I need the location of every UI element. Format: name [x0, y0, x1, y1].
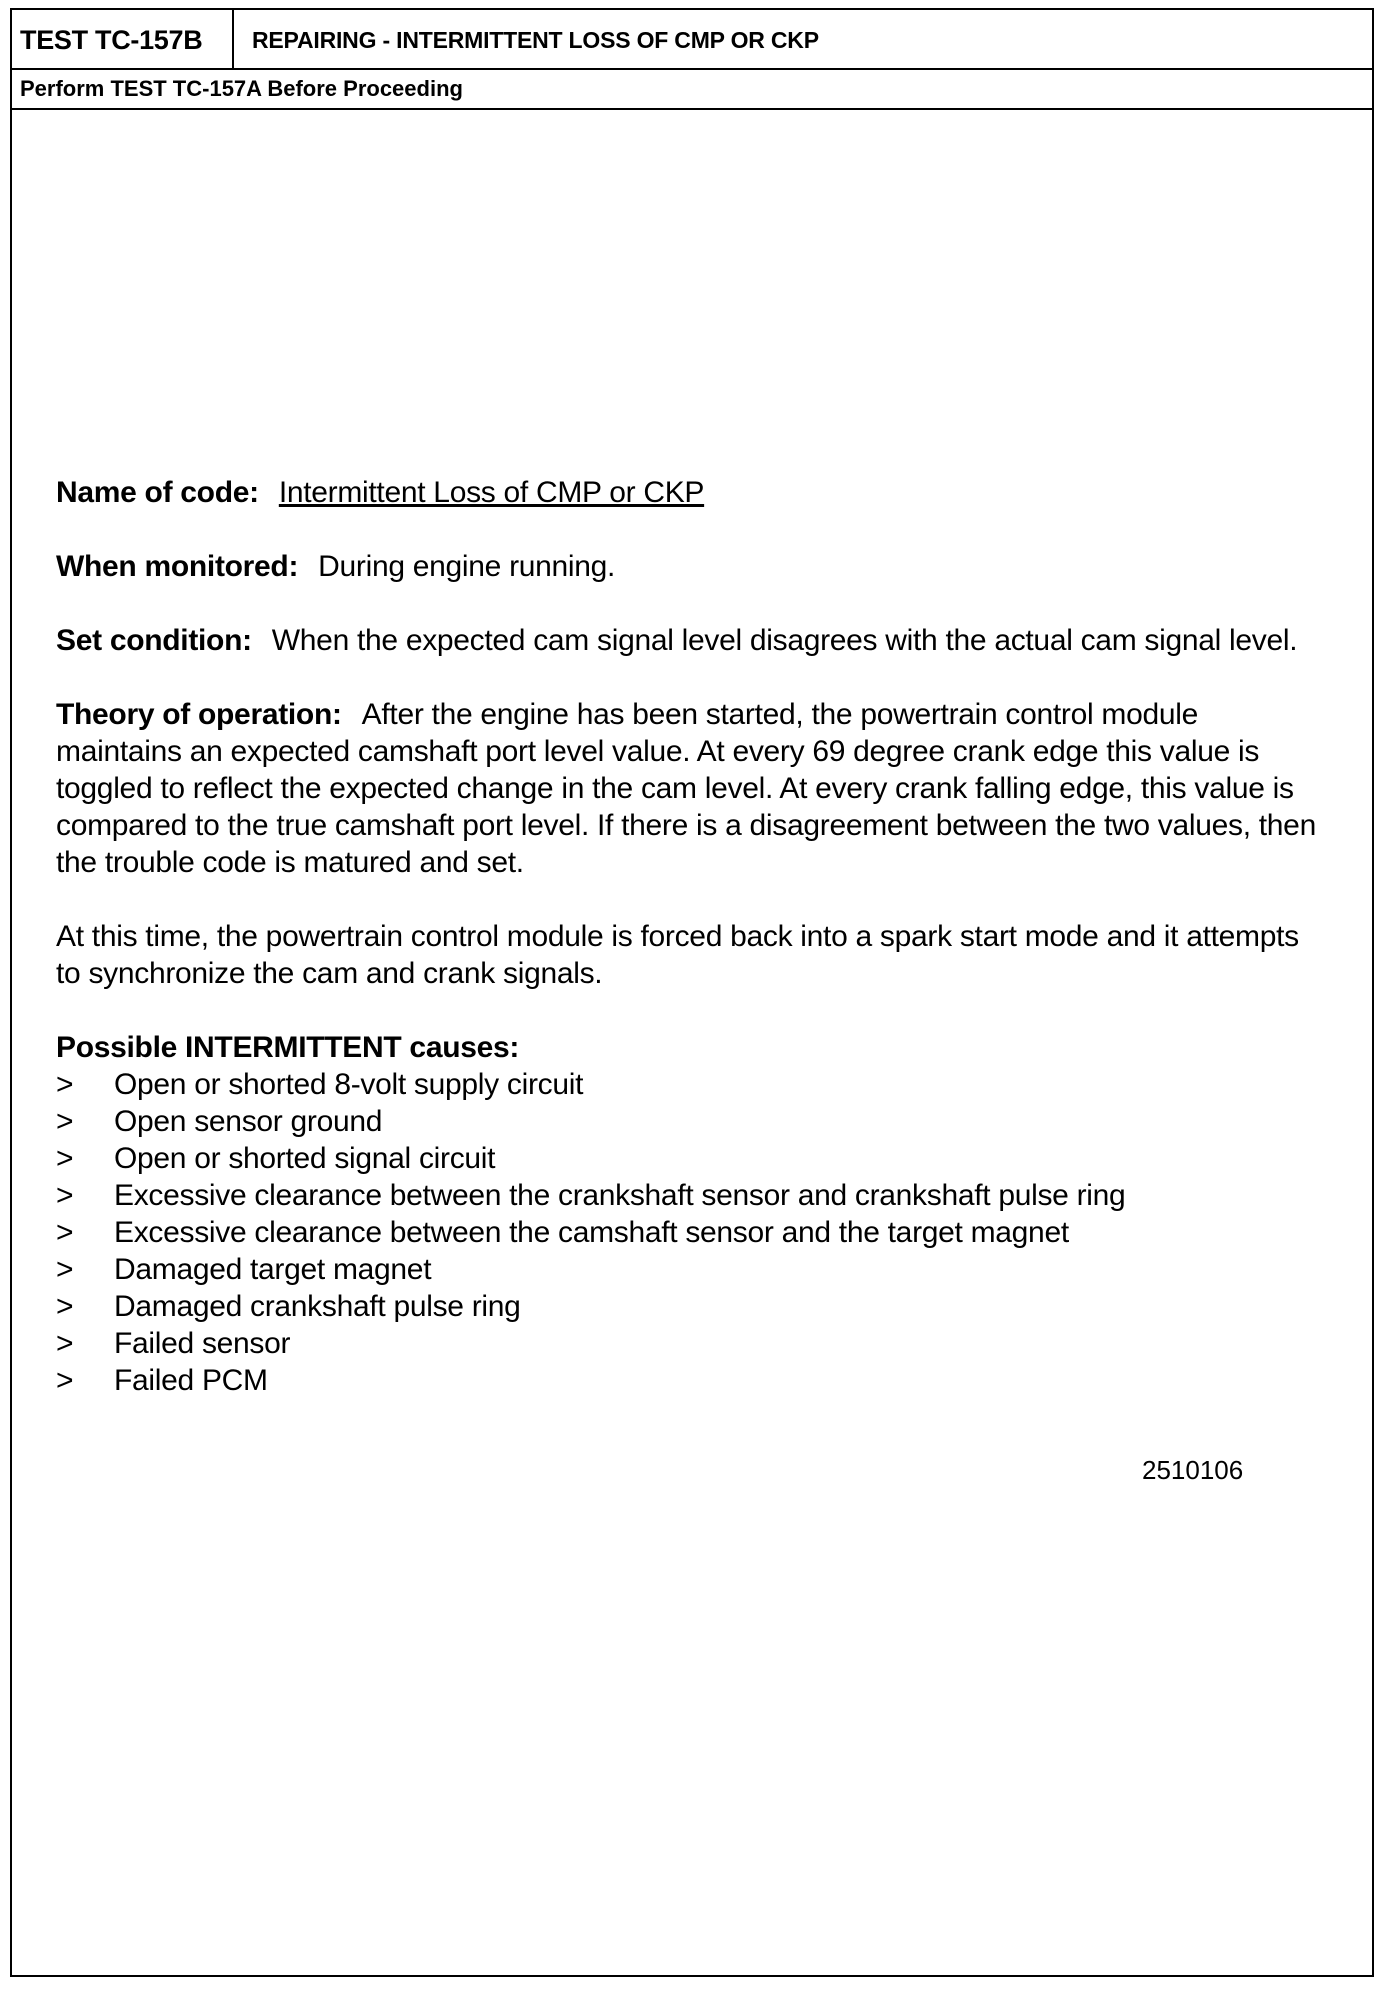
bullet-arrow: > [56, 1290, 74, 1323]
cause-text: Excessive clearance between the camshaft sensor and the target magnet [114, 1216, 1069, 1249]
cause-item [56, 1288, 1316, 1325]
when-monitored-field [56, 548, 1316, 585]
cause-text: Open or shorted 8-volt supply circuit [114, 1068, 584, 1101]
name-of-code-label: Name of code: [56, 476, 259, 509]
bullet-arrow: > [56, 1179, 74, 1212]
bullet-arrow: > [56, 1142, 74, 1175]
bullet-arrow: > [56, 1327, 74, 1360]
prerequisite-text: Perform TEST TC-157A Before Proceeding [20, 76, 463, 101]
cause-text: Open or shorted signal circuit [114, 1142, 496, 1175]
bullet-arrow: > [56, 1364, 74, 1397]
theory-label: Theory of operation: [56, 698, 342, 731]
cause-item [56, 1103, 1316, 1140]
cause-item [56, 1177, 1316, 1214]
bullet-arrow: > [56, 1105, 74, 1138]
test-id: TEST TC-157B [12, 10, 234, 70]
set-condition-value: When the expected cam signal level disagrees with the actual cam signal level. [271, 624, 1298, 657]
name-of-code-field [56, 474, 1316, 511]
header-row [12, 10, 1372, 70]
set-condition-label: Set condition: [56, 624, 252, 657]
cause-text: Open sensor ground [114, 1105, 383, 1138]
causes-title: Possible INTERMITTENT causes: [56, 1031, 520, 1064]
bullet-arrow: > [56, 1216, 74, 1249]
cause-item [56, 1140, 1316, 1177]
test-title: REPAIRING - INTERMITTENT LOSS OF CMP OR CKP [252, 27, 819, 53]
theory-field [56, 696, 1316, 881]
cause-item [56, 1362, 1316, 1399]
bullet-arrow: > [56, 1253, 74, 1286]
cause-item [56, 1251, 1316, 1288]
set-condition-field [56, 622, 1316, 659]
cause-item [56, 1214, 1316, 1251]
content-body [56, 474, 1316, 1399]
bullet-arrow: > [56, 1068, 74, 1101]
when-monitored-label: When monitored: [56, 550, 299, 583]
cause-text: Failed PCM [114, 1364, 268, 1397]
when-monitored-value: During engine running. [318, 550, 616, 583]
causes-list [56, 1066, 1316, 1399]
cause-item [56, 1066, 1316, 1103]
name-of-code-value: Intermittent Loss of CMP or CKP [278, 476, 705, 509]
cause-text: Failed sensor [114, 1327, 291, 1360]
cause-text: Damaged crankshaft pulse ring [114, 1290, 521, 1323]
theory-value: After the engine has been started, the powertrain control module maintains an expected camshaft port level value. At every 69 degree crank edge this value is toggled to reflect the expected change in the cam level. At every crank falling edge, this value is compared to the true camshaft port level. If there is a disagreement between the two values, then the trouble code is matured and set. [56, 698, 1316, 879]
note-paragraph: At this time, the powertrain control module is forced back into a spark start mode and it attempts to synchronize the cam and crank signals. [56, 920, 1299, 990]
cause-item [56, 1325, 1316, 1362]
cause-text: Damaged target magnet [114, 1253, 432, 1286]
cause-text: Excessive clearance between the crankshaft sensor and crankshaft pulse ring [114, 1179, 1126, 1212]
prerequisite-row [12, 70, 1372, 110]
figure-number: 2510106 [1142, 1455, 1244, 1485]
